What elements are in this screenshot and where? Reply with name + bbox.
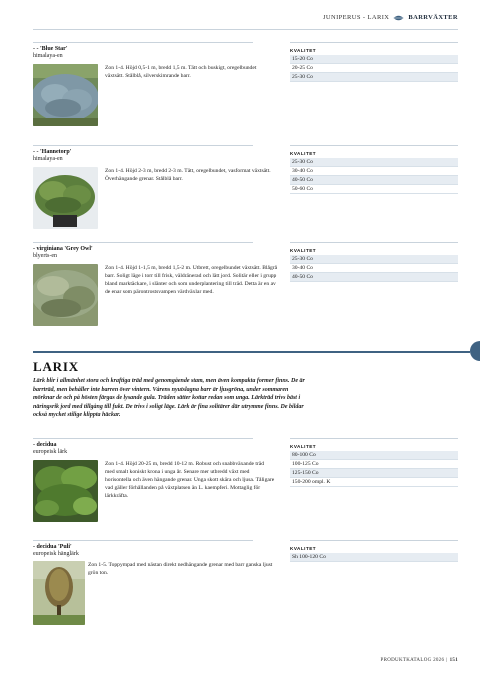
footer-separator: |: [446, 658, 448, 663]
quality-row: 80-100 Co: [290, 451, 458, 460]
product-common-name: blyerts-en: [33, 253, 57, 259]
quality-row: 25-30 Co: [290, 73, 458, 82]
quality-row: 30-40 Co: [290, 264, 458, 273]
product-common-name: europeisk hänglärk: [33, 551, 79, 557]
section-intro: Lärk blir i allmänhet stora och kraftiga träd med genomgående stam, men även kompakta former finns. De är barrträd, men behåller inte barren över vintern. Vårens nyutslagna barr är ljusgröna, under sommaren mörknar de och på hösten färgas de lysande gula. Träden sätter kottar redan som unga. Lärkträd trivs bäst i näringsrik jord med tillgång till fukt. De trivs i soligt läge. Lärk är fina solitärer där utrymme finns. De bildar också mycket stilige klippta häckar.: [33, 378, 305, 419]
quality-row: 40-50 Co: [290, 176, 458, 185]
product-description: Zon 1-5. Toppympad med nästan direkt nedhängande grenar med barr ganska ljust grön ton.: [88, 562, 273, 576]
quality-row: 25-30 Co: [290, 158, 458, 167]
product-photo: [33, 561, 85, 625]
entry-divider: [33, 438, 253, 439]
product-entry: [33, 242, 458, 342]
section-tab-marker: [470, 341, 480, 361]
entry-divider: [33, 540, 253, 541]
quality-table: [290, 546, 458, 562]
quality-table: [290, 151, 458, 194]
section-divider: [33, 351, 470, 353]
page-footer: [381, 658, 459, 663]
product-description: Zon 1-4. Höjd 2-3 m, bredd 2-3 m. Tätt, oregelbundet, vasformat växtsätt. Överhängande grenar. Stålblå barr.: [105, 168, 271, 182]
quality-row: 25-30 Co: [290, 255, 458, 264]
page-header: [323, 14, 458, 21]
entry-divider: [33, 145, 253, 146]
quality-row: Sh 100-120 Co: [290, 553, 458, 562]
quality-row: 50-60 Co: [290, 185, 458, 194]
header-category: BARRVÄXTER: [408, 14, 458, 21]
quality-label: KVALITET: [290, 248, 317, 253]
product-common-name: himalaya-en: [33, 53, 63, 59]
quality-row: 100-125 Co: [290, 460, 458, 469]
product-description: Zon 1-4. Höjd 20-25 m, bredd 10-12 m. Robust och snabbväxande träd med smalt koniskt krona i unga år. Senare mer utbredd växt med horisontella och även hängande grenar. Unga skott skära och ljusa. Tåligare vad gäller förhållanden på växtplatsen än L. kaempferi. Mottaglig för lärkkräfta.: [105, 461, 275, 499]
product-name: - - 'Blue Star': [33, 46, 68, 52]
product-common-name: himalaya-en: [33, 156, 63, 162]
entry-divider: [290, 242, 458, 243]
quality-row: 15-20 Co: [290, 55, 458, 64]
header-rule: [33, 29, 458, 30]
product-photo: [33, 460, 98, 522]
quality-label: KVALITET: [290, 151, 317, 156]
quality-table: [290, 48, 458, 82]
entry-divider: [290, 145, 458, 146]
quality-table: [290, 444, 458, 487]
product-name: - - 'Hannetorp': [33, 149, 72, 155]
entry-divider: [290, 42, 458, 43]
quality-label: KVALITET: [290, 444, 317, 449]
product-photo: [33, 64, 98, 126]
product-photo: [33, 167, 98, 229]
product-entry: [33, 438, 458, 538]
product-entry: [33, 540, 458, 630]
entry-divider: [290, 540, 458, 541]
leaf-icon: [393, 15, 404, 21]
footer-label: PRODUKTKATALOG 2026: [380, 658, 445, 663]
header-section: JUNIPERUS - LARIX: [322, 14, 390, 21]
quality-row: 20-25 Co: [290, 64, 458, 73]
quality-row: 125-150 Co: [290, 469, 458, 478]
quality-label: KVALITET: [290, 546, 317, 551]
product-description: Zon 1-4. Höjd 1-1,5 m, bredd 1,5-2 m. Utbrett, oregelbundet växtsätt. Blågrå barr. Soligt läge i torr till frisk, väldränerad och lätt jord. Solitär eller i grupp bland marktäckare, i slänter och som underplantering till träd. Detta är en av de enar som pärontrostsvampen värdväxlar med.: [105, 265, 278, 295]
product-description: Zon 1-4. Höjd 0,5-1 m, bredd 1,5 m. Tätt och buskigt, oregelbundet växtsätt. Stålblå, silverskimrande barr.: [105, 65, 257, 79]
product-name: - decidua 'Puli': [33, 544, 72, 550]
entry-divider: [33, 42, 253, 43]
entry-divider: [290, 438, 458, 439]
quality-row: 30-40 Co: [290, 167, 458, 176]
page-number: 151: [449, 658, 458, 663]
quality-label: KVALITET: [290, 48, 317, 53]
quality-row: 40-50 Co: [290, 273, 458, 282]
section-title: LARIX: [33, 359, 79, 374]
product-name: - virginiana 'Grey Owl': [33, 246, 93, 252]
entry-divider: [33, 242, 253, 243]
quality-table: [290, 248, 458, 282]
product-common-name: europeisk lärk: [33, 449, 68, 455]
quality-row: 150-200 ompl. K: [290, 478, 458, 487]
product-entry: [33, 42, 458, 137]
product-entry: [33, 145, 458, 240]
product-name: - decidua: [33, 442, 57, 448]
product-photo: [33, 264, 98, 326]
